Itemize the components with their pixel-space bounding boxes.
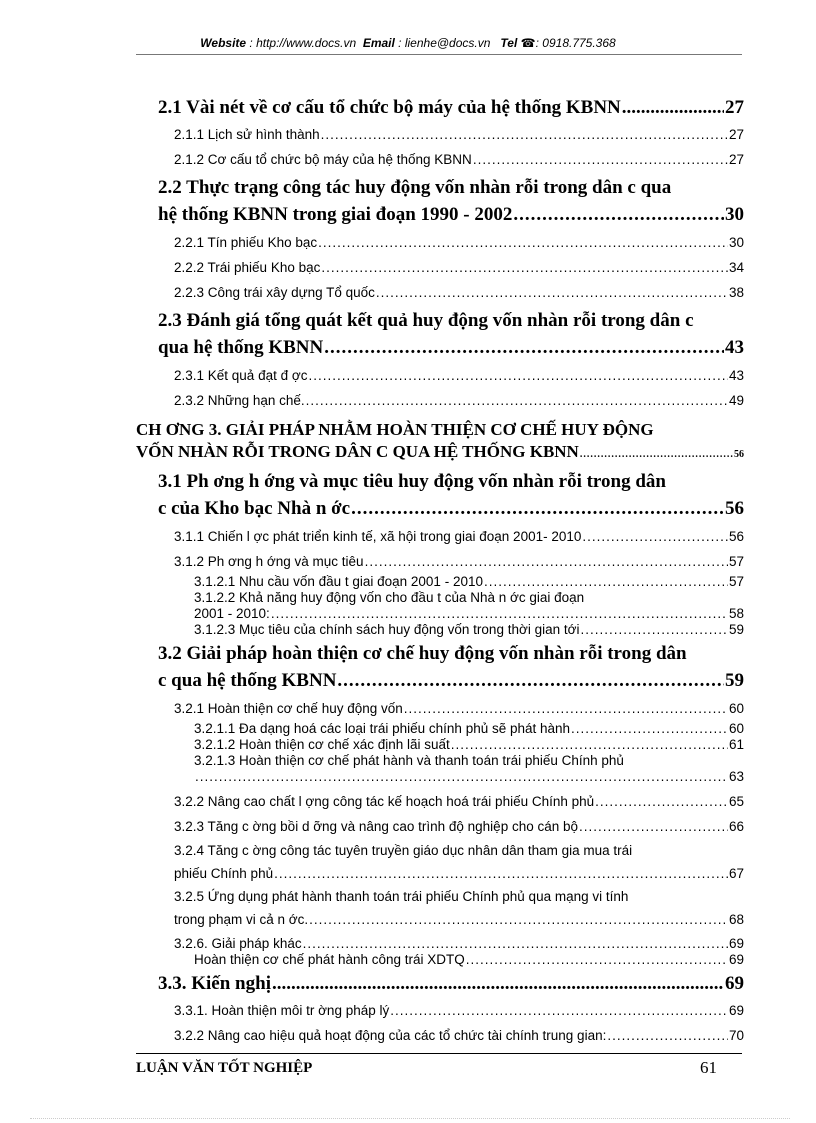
- toc-entry-2-1[interactable]: [158, 96, 744, 120]
- toc-entry-3-2-1-2[interactable]: [194, 737, 744, 753]
- toc-title: 3.1.2.3 Mục tiêu của chính sách huy động vốn trong thời gian tới: [194, 622, 580, 637]
- toc-page: 27: [725, 97, 744, 118]
- toc-title-line1: 2.2 Thực trạng công tác huy động vốn nhàn rỗi trong dân c qua: [158, 177, 672, 198]
- leader-dots: [321, 255, 728, 280]
- toc-entry-2-3[interactable]: [158, 307, 744, 361]
- toc-entry-2-2-3[interactable]: [174, 280, 744, 305]
- toc-entry-2-3-2[interactable]: [174, 388, 744, 413]
- leader-dots: [580, 444, 733, 466]
- toc-title: 3.3.1. Hoàn thiện môi tr ờng pháp lý: [174, 1003, 390, 1018]
- toc-page: 63: [728, 769, 744, 784]
- toc-title-line1: 2.3 Đánh giá tổng quát kết quả huy động vốn nhàn rỗi trong dân c: [158, 310, 694, 331]
- toc-entry-3-2-3[interactable]: [174, 814, 744, 839]
- table-of-contents: [136, 92, 744, 1048]
- phone-icon: ☎: [520, 36, 536, 50]
- toc-entry-3-3[interactable]: [158, 972, 744, 996]
- toc-page: 27: [728, 127, 744, 142]
- leader-dots: [404, 696, 728, 721]
- toc-entry-3-1[interactable]: [158, 468, 744, 522]
- toc-entry-3-2-4[interactable]: [174, 839, 744, 885]
- tel-value: : 0918.775.368: [535, 36, 616, 50]
- toc-page: 56: [725, 498, 744, 519]
- email-value: : lienhe@docs.vn: [398, 36, 491, 50]
- toc-page: 56: [734, 449, 744, 460]
- toc-page: 70: [728, 1028, 744, 1043]
- toc-page: 69: [728, 936, 744, 951]
- toc-page: 59: [725, 670, 744, 691]
- toc-title-line2: c của Kho bạc Nhà n ớc: [158, 498, 351, 519]
- toc-title-line2: hệ thống KBNN trong giai đoạn 1990 - 2002: [158, 204, 513, 225]
- toc-page: 43: [728, 368, 744, 383]
- toc-entry-3-3-1[interactable]: [174, 998, 744, 1023]
- toc-title-line2: c qua hệ thống KBNN: [158, 670, 337, 691]
- toc-title-line1: 3.2 Giải pháp hoàn thiện cơ chế huy động vốn nhàn rỗi trong dân: [158, 643, 687, 664]
- toc-title: 2.1.2 Cơ cấu tổ chức bộ máy của hệ thống KBNN: [174, 152, 472, 167]
- leader-dots: [473, 147, 728, 172]
- email-label: Email: [362, 36, 395, 50]
- toc-title: 2.1 Vài nét về cơ cấu tổ chức bộ máy của hệ thống KBNN: [158, 97, 621, 118]
- leader-dots: [318, 230, 728, 255]
- toc-entry-3-2-1[interactable]: [174, 696, 744, 721]
- leader-dots: [195, 769, 728, 785]
- toc-entry-3-2[interactable]: [158, 640, 744, 694]
- toc-page: 69: [728, 952, 744, 967]
- toc-title: 3.2.1.1 Đa dạng hoá các loại trái phiếu chính phủ sẽ phát hành: [194, 721, 571, 736]
- toc-title-line2: qua hệ thống KBNN: [158, 337, 324, 358]
- toc-entry-2-1-2[interactable]: [174, 147, 744, 172]
- toc-entry-2-2-2[interactable]: [174, 255, 744, 280]
- toc-title-line1: 3.2.1.3 Hoàn thiện cơ chế phát hành và thanh toán trái phiếu Chính phủ: [194, 753, 624, 768]
- leader-dots: [466, 952, 728, 968]
- website-value: : http://www.docs.vn: [249, 36, 357, 50]
- toc-title: 3.2.1 Hoàn thiện cơ chế huy động vốn: [174, 701, 403, 716]
- toc-page: 61: [728, 737, 744, 752]
- leader-dots: [274, 862, 728, 885]
- toc-page: 60: [728, 701, 744, 716]
- toc-page: 68: [728, 912, 744, 927]
- leader-dots: [390, 998, 728, 1023]
- toc-page: 30: [725, 204, 744, 225]
- page-header: [0, 36, 816, 50]
- toc-title-line1: 3.1.2.2 Khả năng huy động vốn cho đầu t của Nhà n ớc giai đoạn: [194, 590, 585, 605]
- leader-dots: [376, 280, 728, 305]
- toc-entry-2-2-1[interactable]: [174, 230, 744, 255]
- leader-dots: [306, 388, 728, 413]
- page-number: 61: [700, 1058, 717, 1077]
- toc-entry-3-1-2[interactable]: [174, 549, 744, 574]
- toc-page: 43: [725, 337, 744, 358]
- leader-dots: [272, 972, 724, 996]
- leader-dots: [622, 96, 724, 120]
- toc-page: 56: [728, 529, 744, 544]
- toc-title: 3.1.2.1 Nhu cầu vốn đầu t giai đoạn 2001 - 2010: [194, 574, 483, 589]
- toc-title-line1: 3.2.4 Tăng c ờng công tác tuyên truyền giáo dục nhân dân tham gia mua trái: [174, 843, 633, 858]
- toc-entry-2-3-1[interactable]: [174, 363, 744, 388]
- header-rule: [136, 54, 742, 55]
- leader-dots: [324, 334, 724, 361]
- toc-page: 69: [728, 1003, 744, 1018]
- toc-entry-3-2-1-1[interactable]: [194, 721, 744, 737]
- page-bottom-border: [30, 1118, 790, 1119]
- leader-dots: [513, 201, 724, 228]
- toc-entry-3-2-6-a[interactable]: [194, 952, 744, 968]
- toc-entry-3-1-2-3[interactable]: [194, 622, 744, 638]
- leader-dots: [595, 789, 728, 814]
- leader-dots: [580, 622, 728, 638]
- toc-title: 2.2.1 Tín phiếu Kho bạc: [174, 235, 318, 250]
- toc-entry-3-1-1[interactable]: [174, 524, 744, 549]
- leader-dots: [582, 524, 728, 549]
- toc-page: 66: [728, 819, 744, 834]
- toc-page: 49: [728, 393, 744, 408]
- leader-dots: [451, 737, 728, 753]
- toc-title: 2.1.1 Lịch sử hình thành: [174, 127, 320, 142]
- leader-dots: [351, 495, 724, 522]
- toc-page: 65: [728, 794, 744, 809]
- toc-title: 3.2.1.2 Hoàn thiện cơ chế xác định lãi suất: [194, 737, 450, 752]
- toc-page: 57: [728, 554, 744, 569]
- footer-rule: [136, 1053, 742, 1054]
- leader-dots: [337, 667, 724, 694]
- toc-entry-2-1-1[interactable]: [174, 122, 744, 147]
- toc-page: 34: [728, 260, 744, 275]
- toc-page: 30: [728, 235, 744, 250]
- toc-title: 3.2.2 Nâng cao chất l ợng công tác kế hoạch hoá trái phiếu Chính phủ: [174, 794, 595, 809]
- toc-title: 3.3. Kiến nghị: [158, 973, 271, 994]
- toc-title: 3.1.2 Ph ơng h ớng và mục tiêu: [174, 554, 364, 569]
- toc-entry-2-2[interactable]: [158, 174, 744, 228]
- leader-dots: [321, 122, 728, 147]
- leader-dots: [271, 606, 728, 622]
- toc-entry-3-2-1-3[interactable]: [194, 753, 744, 785]
- toc-entry-3-2-2[interactable]: [174, 789, 744, 814]
- leader-dots: [309, 908, 728, 931]
- toc-title-line1: 3.2.5 Ứng dụng phát hành thanh toán trái phiếu Chính phủ qua mạng vi tính: [174, 889, 629, 904]
- toc-page: 59: [728, 622, 744, 637]
- toc-title: 3.1.1 Chiến l ợc phát triển kinh tế, xã hội trong giai đoạn 2001- 2010: [174, 529, 582, 544]
- toc-page: 38: [728, 285, 744, 300]
- toc-title: 2.3.2 Những hạn chế.: [174, 393, 305, 408]
- leader-dots: [365, 549, 728, 574]
- toc-title: 2.2.2 Trái phiếu Kho bạc: [174, 260, 321, 275]
- toc-page: 57: [728, 574, 744, 589]
- toc-title-line2: trong phạm vi cả n ớc.: [174, 912, 309, 927]
- toc-title: 3.2.3 Tăng c ờng bồi d ỡng và nâng cao trình độ nghiệp cho cán bộ: [174, 819, 578, 834]
- toc-title-line2: 2001 - 2010:: [194, 606, 270, 621]
- toc-entry-3-1-2-2[interactable]: [194, 590, 744, 622]
- chapter-title-line1: CH ƠNG 3. GIẢI PHÁP NHẰM HOÀN THIỆN CƠ CHẾ HUY ĐỘNG: [136, 420, 654, 439]
- toc-title-line1: 3.1 Ph ơng h ớng và mục tiêu huy động vốn nhàn rỗi trong dân: [158, 471, 666, 492]
- footer-title: LUẬN VĂN TỐT NGHIỆP: [136, 1060, 313, 1076]
- website-label: Website: [200, 36, 247, 50]
- toc-page: 67: [728, 866, 744, 881]
- toc-page: 60: [728, 721, 744, 736]
- toc-entry-3-2-5[interactable]: [174, 885, 744, 931]
- toc-title: Hoàn thiện cơ chế phát hành công trái XDTQ: [194, 952, 465, 967]
- toc-title: 2.3.1 Kết quả đạt đ ợc: [174, 368, 308, 383]
- toc-page: 27: [728, 152, 744, 167]
- leader-dots: [571, 721, 728, 737]
- leader-dots: [607, 1023, 728, 1048]
- toc-entry-3-1-2-1[interactable]: [194, 574, 744, 590]
- tel-label: Tel: [500, 36, 518, 50]
- leader-dots: [308, 363, 728, 388]
- toc-title-line2: phiếu Chính phủ: [174, 866, 274, 881]
- leader-dots: [484, 574, 728, 590]
- toc-title: 3.2.6. Giải pháp khác: [174, 936, 302, 951]
- chapter-title-line2: VỐN NHÀN RỖI TRONG DÂN C QUA HỆ THỐNG KBNN: [136, 442, 579, 461]
- toc-page: 58: [728, 606, 744, 621]
- toc-chapter-3[interactable]: [136, 419, 744, 466]
- leader-dots: [579, 814, 728, 839]
- toc-entry-3-3-2[interactable]: [174, 1023, 744, 1048]
- toc-title: 3.2.2 Nâng cao hiệu quả hoạt động của các tổ chức tài chính trung gian:: [174, 1028, 607, 1043]
- toc-page: 69: [725, 973, 744, 994]
- toc-title: 2.2.3 Công trái xây dựng Tổ quốc: [174, 285, 375, 300]
